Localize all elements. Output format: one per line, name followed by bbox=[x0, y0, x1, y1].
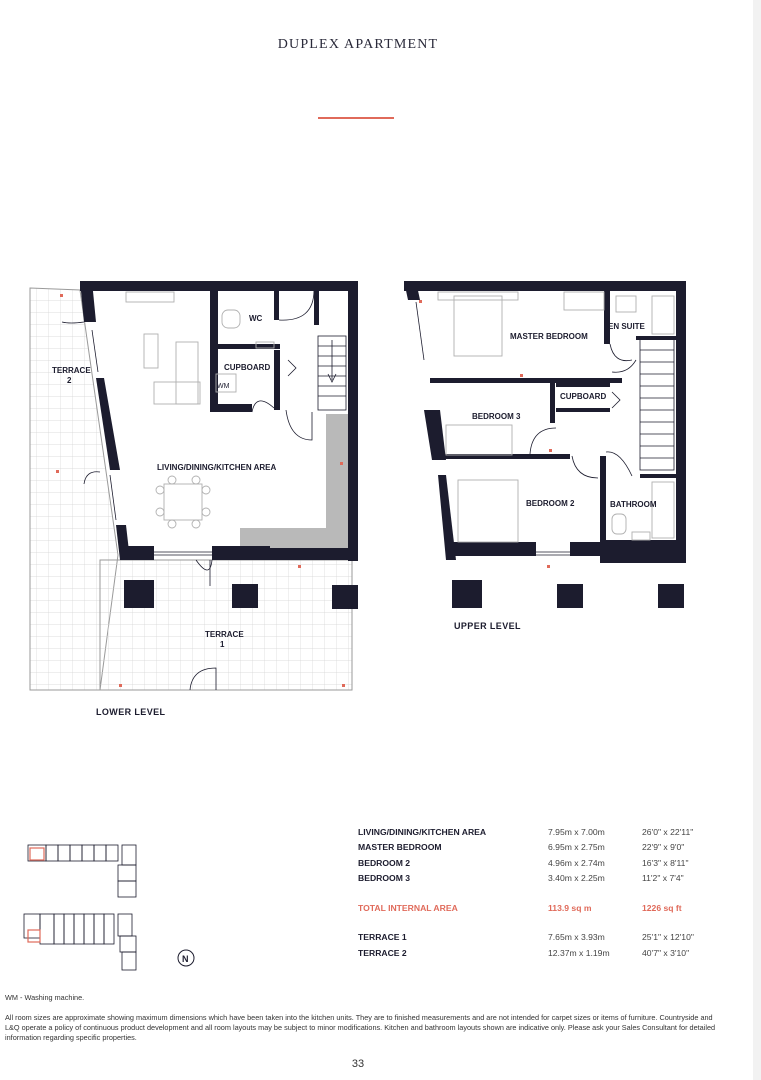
area-schedule bbox=[358, 824, 732, 961]
cupboard-upper-label: CUPBOARD bbox=[560, 392, 607, 401]
cupboard-lower-label: CUPBOARD bbox=[224, 363, 271, 372]
room-metric: 4.96m x 2.74m bbox=[548, 857, 605, 868]
room-imperial: 16'3" x 8'11" bbox=[642, 857, 689, 868]
room-imperial: 11'2" x 7'4" bbox=[642, 873, 684, 884]
room-metric: 3.40m x 2.25m bbox=[548, 873, 605, 884]
total-area-row bbox=[358, 900, 732, 916]
room-name: LIVING/DINING/KITCHEN AREA bbox=[358, 826, 487, 837]
area-row bbox=[358, 855, 732, 871]
bedroom-3-label: BEDROOM 3 bbox=[472, 412, 521, 421]
area-row bbox=[358, 824, 732, 840]
room-name: MASTER BEDROOM bbox=[358, 842, 442, 853]
living-label: LIVING/DINING/KITCHEN AREA bbox=[157, 463, 277, 472]
wm-label: WM bbox=[217, 383, 230, 390]
key-plan-top bbox=[28, 845, 136, 897]
terrace-1-number: 1 bbox=[220, 640, 225, 649]
room-imperial: 22'9" x 9'0" bbox=[642, 842, 685, 853]
lower-level-label: LOWER LEVEL bbox=[96, 707, 166, 717]
compass-label: N bbox=[182, 954, 189, 964]
compass-icon bbox=[178, 950, 194, 966]
room-imperial: 26'0" x 22'11" bbox=[642, 826, 694, 837]
terrace-row bbox=[358, 930, 732, 946]
wc-label: WC bbox=[249, 314, 263, 323]
master-bedroom-label: MASTER BEDROOM bbox=[510, 332, 588, 341]
lower-level-plan bbox=[30, 281, 358, 690]
area-row bbox=[358, 840, 732, 856]
bedroom-2-label: BEDROOM 2 bbox=[526, 499, 575, 508]
en-suite-label: EN SUITE bbox=[608, 322, 645, 331]
upper-level-plan bbox=[404, 281, 686, 608]
upper-level-label: UPPER LEVEL bbox=[454, 621, 521, 631]
terrace-1-label: TERRACE bbox=[205, 630, 244, 639]
terrace-name: TERRACE 1 bbox=[358, 932, 407, 943]
room-name: BEDROOM 2 bbox=[358, 857, 411, 868]
terrace-name: TERRACE 2 bbox=[358, 947, 407, 958]
page-title: DUPLEX APARTMENT bbox=[277, 37, 439, 52]
total-label: TOTAL INTERNAL AREA bbox=[358, 902, 458, 913]
wm-footnote: WM - Washing machine. bbox=[5, 993, 85, 1002]
disclaimer: All room sizes are approximate showing maximum dimensions which have been taken into the kitchen units. They are to finished measurements and are not intended for carpet sizes or items of furniture. Countryside and L&Q operate a policy of continuous product development and all room layouts may be subject to minor modifications. Kitchen and bathroom layouts shown are indicative only. Please ask your Sales Consultant for detailed information regarding specific properties. bbox=[5, 1013, 716, 1042]
bathroom-label: BATHROOM bbox=[610, 500, 657, 509]
total-imperial: 1226 sq ft bbox=[642, 902, 682, 913]
room-metric: 7.95m x 7.00m bbox=[548, 826, 605, 837]
room-metric: 6.95m x 2.75m bbox=[548, 842, 605, 853]
terrace-1-area bbox=[100, 560, 352, 690]
page-number: 33 bbox=[351, 1058, 365, 1070]
terrace-2-number: 2 bbox=[67, 376, 72, 385]
terrace-2-label: TERRACE bbox=[52, 366, 91, 375]
terrace-metric: 12.37m x 1.19m bbox=[548, 947, 610, 958]
area-row bbox=[358, 871, 732, 887]
terrace-row bbox=[358, 945, 732, 961]
total-metric: 113.9 sq m bbox=[548, 902, 592, 913]
key-plan-bottom bbox=[24, 914, 136, 970]
terrace-imperial: 25'1" x 12'10" bbox=[642, 932, 694, 943]
terrace-imperial: 40'7" x 3'10" bbox=[642, 947, 690, 958]
terrace-metric: 7.65m x 3.93m bbox=[548, 932, 605, 943]
room-name: BEDROOM 3 bbox=[358, 873, 411, 884]
